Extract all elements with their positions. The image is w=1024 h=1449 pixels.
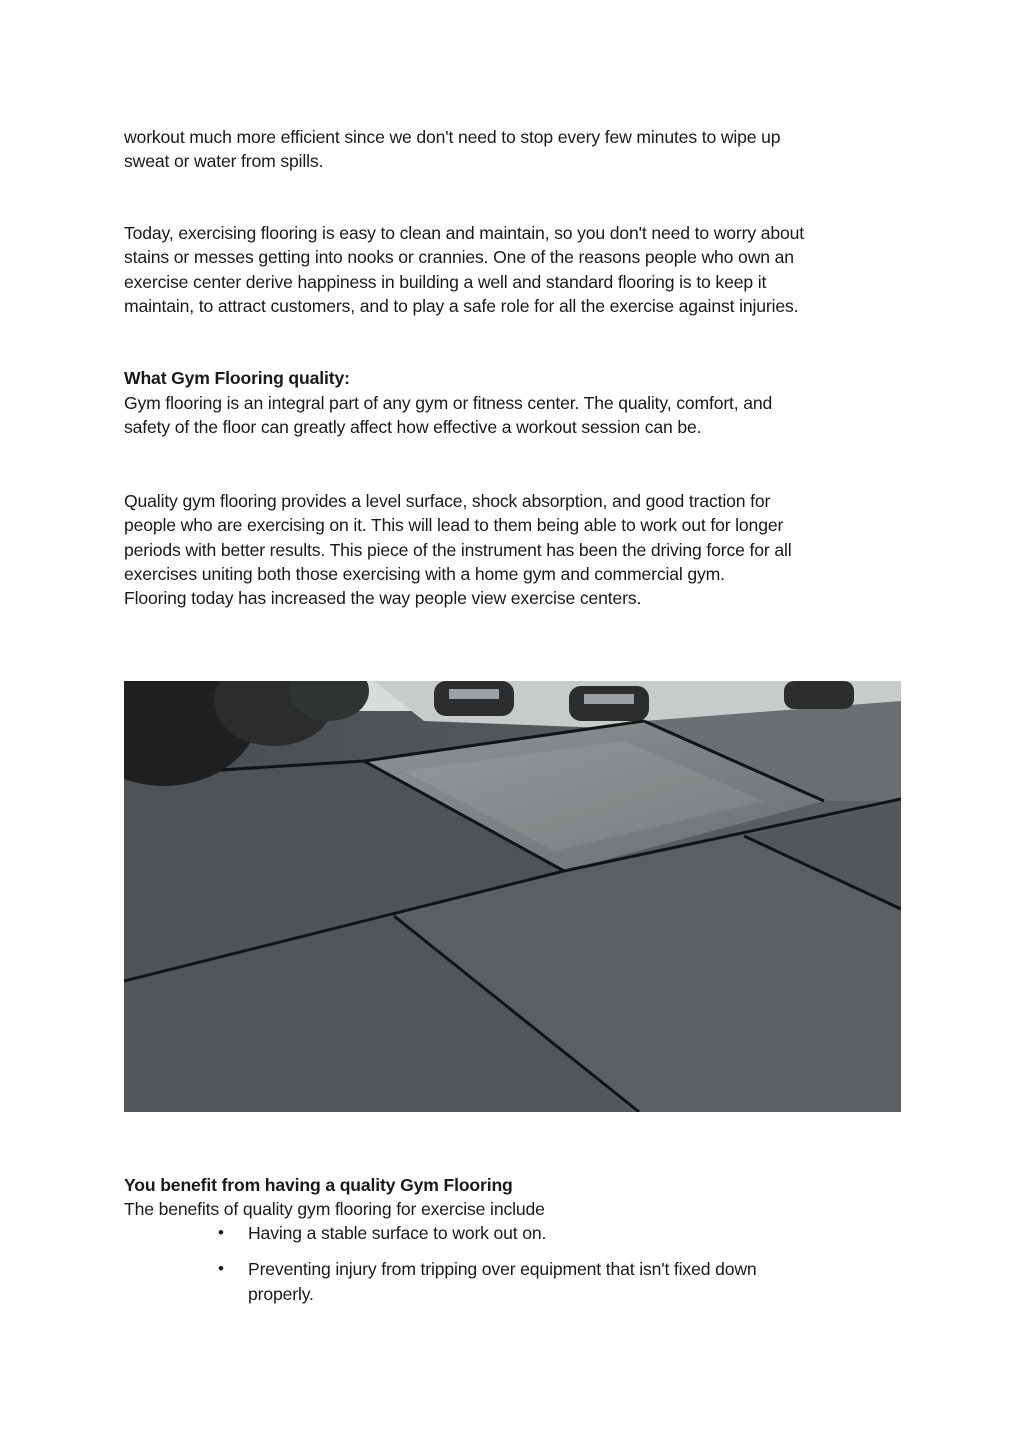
paragraph-continuation	[124, 125, 884, 174]
text-line: Quality gym flooring provides a level surface, shock absorption, and good traction for	[124, 491, 771, 511]
text-line: Preventing injury from tripping over equipment that isn't fixed down	[248, 1259, 757, 1280]
text-line: sweat or water from spills.	[124, 151, 324, 172]
list-item	[124, 1221, 884, 1245]
text-line: stains or messes getting into nooks or crannies. One of the reasons people who own an	[124, 247, 794, 268]
text-line: periods with better results. This piece of the instrument has been the driving force for all	[124, 539, 792, 560]
gym-floor-photo	[124, 681, 901, 1112]
bullet-icon: •	[218, 1259, 224, 1279]
paragraph-benefits-intro: The benefits of quality gym flooring for exercise include	[124, 1199, 545, 1219]
text-line: safety of the floor can greatly affect how effective a workout session can be.	[124, 417, 702, 438]
paragraph-quality-flooring	[124, 489, 884, 610]
bullet-icon: •	[218, 1223, 224, 1242]
text-line: exercises uniting both those exercising with a home gym and commercial gym.	[124, 563, 725, 584]
text-line: maintain, to attract customers, and to play a safe role for all the exercise against injuries.	[124, 295, 799, 316]
list-item	[124, 1257, 884, 1306]
benefits-list	[124, 1221, 884, 1318]
paragraph-cleaning	[124, 221, 884, 318]
text-line: Having a stable surface to work out on.	[248, 1223, 547, 1243]
paragraph-integral-part	[124, 391, 884, 440]
text-line: properly.	[248, 1283, 314, 1304]
text-line: exercise center derive happiness in building a well and standard flooring is to keep it	[124, 271, 767, 292]
text-line: Gym flooring is an integral part of any gym or fitness center. The quality, comfort, and	[124, 393, 773, 413]
text-line: workout much more efficient since we don't need to stop every few minutes to wipe up	[124, 127, 781, 147]
section-heading-quality: What Gym Flooring quality:	[124, 368, 350, 388]
text-line: Today, exercising flooring is easy to clean and maintain, so you don't need to worry about	[124, 223, 805, 243]
section-heading-benefits: You benefit from having a quality Gym Flooring	[124, 1175, 513, 1195]
text-line: Flooring today has increased the way people view exercise centers.	[124, 588, 642, 609]
text-line: people who are exercising on it. This will lead to them being able to work out for longer	[124, 515, 784, 536]
